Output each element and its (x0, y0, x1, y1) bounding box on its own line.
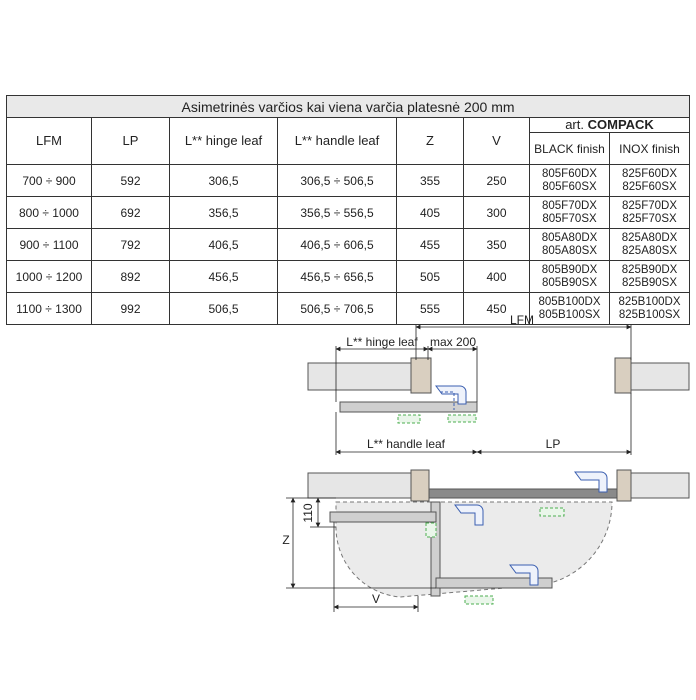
article-code: 825A80SX (622, 244, 678, 257)
art-brand: COMPACK (587, 117, 654, 132)
cell-hinge: 456,5 (170, 261, 278, 293)
cell-v: 250 (464, 165, 530, 197)
article-code: 825F70DX (622, 199, 677, 212)
left-wall-profile (411, 358, 431, 393)
cell-lp: 992 (92, 293, 170, 325)
label-z: Z (282, 533, 290, 547)
cell-lp: 792 (92, 229, 170, 261)
article-code: 805F70SX (542, 212, 597, 225)
cell-lfm: 900 ÷ 1100 (7, 229, 92, 261)
article-code: 805F60SX (542, 180, 597, 193)
col-v: V (464, 118, 530, 165)
handle-icon (398, 415, 420, 423)
handle-icon-mid (426, 523, 436, 537)
label-lp: LP (545, 437, 561, 451)
table-title: Asimetrinės varčios kai viena varčia platesnė 200 mm (7, 96, 690, 118)
article-code: 805F70DX (542, 199, 597, 212)
cell-hinge: 406,5 (170, 229, 278, 261)
article-code: 805B90DX (541, 263, 598, 276)
cell-handle: 306,5 ÷ 506,5 (278, 165, 397, 197)
hinge-icon (436, 386, 466, 404)
handle-open-icon (448, 415, 476, 422)
label-lfm: LFM (510, 313, 534, 327)
cell-z: 405 (397, 197, 464, 229)
cell-hinge: 506,5 (170, 293, 278, 325)
col-z: Z (397, 118, 464, 165)
cell-lp: 892 (92, 261, 170, 293)
col-inox-finish: INOX finish (610, 133, 690, 165)
handle-icon-low (465, 596, 493, 604)
article-code: 805F60DX (542, 167, 597, 180)
cell-handle: 406,5 ÷ 606,5 (278, 229, 397, 261)
article-code: 805A80DX (541, 231, 598, 244)
handle-leaf-open (330, 512, 436, 522)
top-view (308, 313, 689, 455)
cell-v: 350 (464, 229, 530, 261)
left-wall-open (308, 473, 411, 498)
bottom-view (282, 470, 689, 612)
cell-lfm: 700 ÷ 900 (7, 165, 92, 197)
closed-leaf-line (429, 489, 617, 498)
handle-icon-right (540, 508, 564, 516)
col-lp: LP (92, 118, 170, 165)
right-wall-open-profile (617, 470, 631, 501)
right-wall (631, 363, 689, 390)
col-handle-leaf: L** handle leaf (278, 118, 397, 165)
article-code: 825B100SX (618, 308, 681, 321)
cell-v: 300 (464, 197, 530, 229)
article-code: 825F60DX (622, 167, 677, 180)
cell-handle: 506,5 ÷ 706,5 (278, 293, 397, 325)
cell-hinge: 306,5 (170, 165, 278, 197)
cell-z: 555 (397, 293, 464, 325)
cell-lp: 592 (92, 165, 170, 197)
cell-z: 505 (397, 261, 464, 293)
col-hinge-leaf: L** hinge leaf (170, 118, 278, 165)
cell-handle: 356,5 ÷ 556,5 (278, 197, 397, 229)
handle-leaf-top (340, 402, 477, 412)
label-max-200: max 200 (429, 335, 477, 349)
cell-lfm: 800 ÷ 1000 (7, 197, 92, 229)
cell-z: 355 (397, 165, 464, 197)
art-prefix: art. (565, 117, 584, 132)
cell-lp: 692 (92, 197, 170, 229)
left-wall (308, 363, 411, 390)
article-code: 825F60SX (622, 180, 677, 193)
left-wall-open-profile (411, 470, 429, 501)
col-lfm: LFM (7, 118, 92, 165)
cell-lfm: 1000 ÷ 1200 (7, 261, 92, 293)
cell-z: 455 (397, 229, 464, 261)
article-code: 805B90SX (542, 276, 597, 289)
article-code: 825B90SX (622, 276, 678, 289)
right-wall-profile (615, 358, 631, 393)
article-code: 825B100DX (618, 295, 681, 308)
article-code: 805A80SX (542, 244, 597, 257)
label-hinge-leaf: L** hinge leaf (346, 335, 418, 349)
article-code: 825A80DX (621, 231, 678, 244)
article-code: 805B100DX (538, 295, 601, 308)
label-v: V (371, 592, 381, 606)
col-black-finish: BLACK finish (530, 133, 610, 165)
article-code: 805B100SX (538, 308, 601, 321)
label-handle-leaf: L** handle leaf (366, 437, 446, 451)
cell-v: 400 (464, 261, 530, 293)
cell-v: 450 (464, 293, 530, 325)
cell-lfm: 1100 ÷ 1300 (7, 293, 92, 325)
article-code: 825F70SX (622, 212, 677, 225)
cell-hinge: 356,5 (170, 197, 278, 229)
cell-handle: 456,5 ÷ 656,5 (278, 261, 397, 293)
article-code: 825B90DX (621, 263, 678, 276)
right-wall-open (631, 473, 689, 498)
label-110: 110 (301, 503, 315, 523)
